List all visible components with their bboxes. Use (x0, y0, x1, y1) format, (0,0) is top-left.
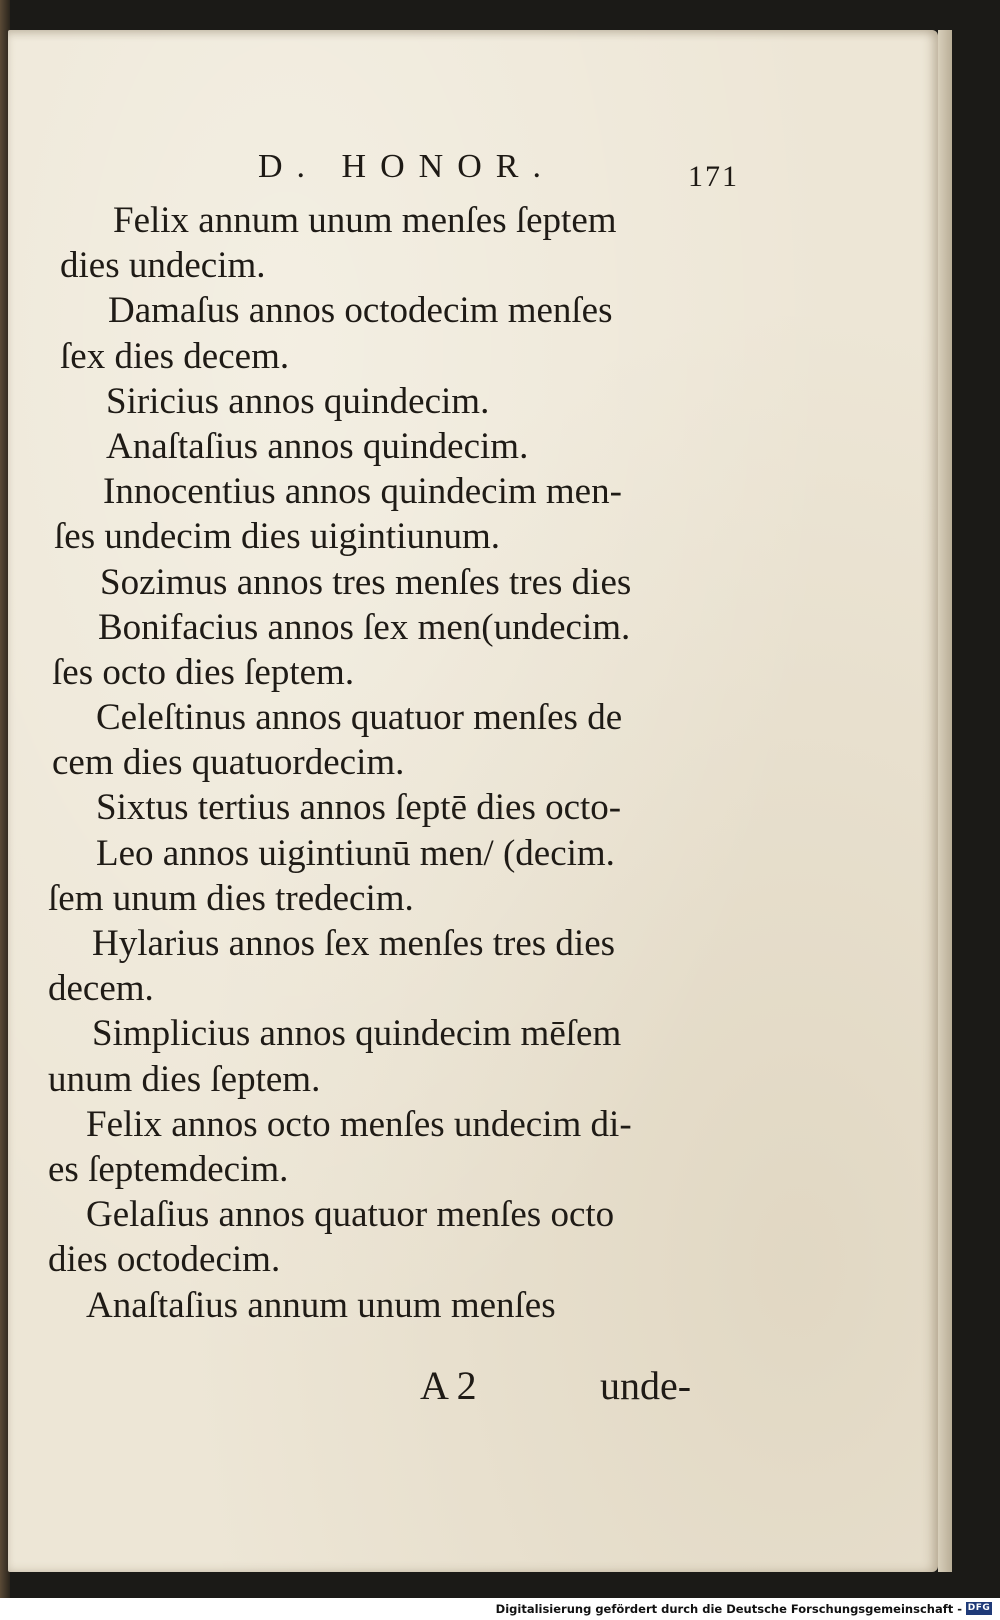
text-line: Siricius annos quindecim. (106, 380, 490, 422)
page-edge-shadow (938, 30, 952, 1572)
text-line: ſes octo dies ſeptem. (52, 651, 355, 693)
text-line: dies undecim. (60, 245, 266, 287)
text-line: Innocentius annos quindecim men- (103, 471, 622, 513)
text-line: Sozimus annos tres menſes tres dies (100, 561, 632, 603)
text-line: ſex dies decem. (60, 335, 290, 377)
dfg-logo: DFG (967, 1603, 991, 1613)
text-line: Celeſtinus annos quatuor menſes de (96, 697, 623, 739)
body-text (48, 198, 738, 1328)
text-line: Gelaſius annos quatuor menſes octo (86, 1194, 615, 1236)
text-line: es ſeptemdecim. (48, 1148, 289, 1190)
text-line: decem. (48, 968, 154, 1010)
text-line: unum dies ſeptem. (48, 1058, 321, 1100)
text-line: dies octodecim. (48, 1239, 281, 1281)
text-line: cem dies quatuordecim. (52, 742, 405, 784)
text-line: Simplicius annos quindecim mēſem (92, 1013, 622, 1055)
text-line: Anaſtaſius annum unum menſes (86, 1284, 556, 1326)
text-line: ſem unum dies tredecim. (48, 877, 414, 919)
text-line: Felix annum unum menſes ſeptem (113, 200, 617, 241)
text-line: Sixtus tertius annos ſeptē dies octo- (96, 787, 622, 829)
text-line: Bonifacius annos ſex men(undecim. (98, 606, 631, 648)
text-line: Felix annos octo menſes undecim di- (86, 1103, 632, 1145)
text-line: Damaſus annos octodecim menſes (108, 290, 613, 332)
signature-mark: A 2 (420, 1363, 477, 1408)
text-line: ſes undecim dies uigintiunum. (54, 516, 501, 558)
text-line: Leo annos uigintiunū men/ (decim. (96, 832, 615, 874)
catchword: unde- (600, 1363, 692, 1408)
footer-credit: Digitalisierung gefördert durch die Deutsche Forschungsgemeinschaft - (495, 1602, 962, 1616)
footer-bar (0, 1598, 1000, 1620)
text-line: Anaſtaſius annos quindecim. (106, 425, 529, 467)
running-title: D. HONOR. (258, 148, 555, 185)
page-number: 171 (688, 160, 739, 193)
text-line: Hylarius annos ſex menſes tres dies (92, 923, 616, 964)
